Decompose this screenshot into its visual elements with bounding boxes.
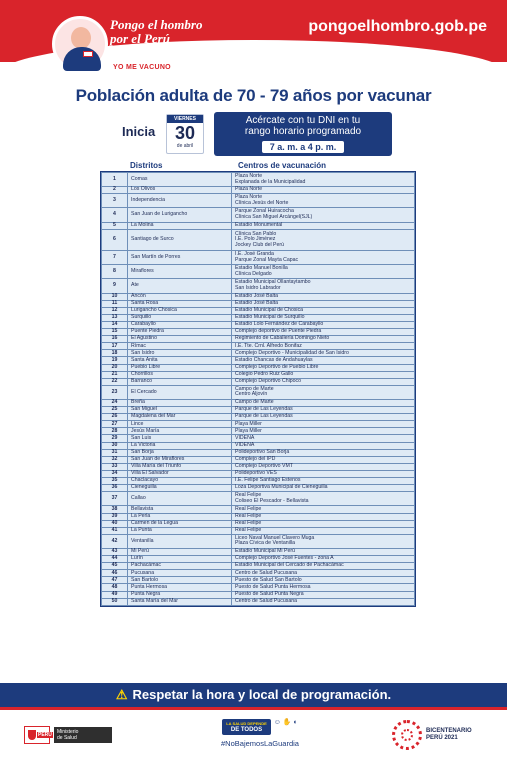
site-url: pongoelhombro.gob.pe	[308, 18, 487, 35]
center-name: Complejo Deportivo José Fuentes - zona A	[235, 555, 334, 562]
district-cell: Bellavista	[128, 506, 232, 513]
centers-cell	[232, 584, 415, 591]
center-name: VIDENA	[235, 441, 255, 448]
table-row	[102, 378, 415, 385]
center-name: Real Felipe	[235, 505, 262, 512]
table-row	[102, 265, 415, 279]
centers-cell	[232, 173, 415, 187]
district-cell: Villa El Salvador	[128, 470, 232, 477]
center-name: Parque de Las Leyendas	[235, 413, 293, 420]
center-name: Explanada de la Municipalidad	[235, 178, 306, 185]
table-row	[102, 421, 415, 428]
table-row	[102, 570, 415, 577]
row-number: 45	[102, 563, 128, 570]
district-cell: Independencia	[128, 194, 232, 208]
centers-cell	[232, 485, 415, 492]
centers-cell	[232, 378, 415, 385]
table-row	[102, 598, 415, 605]
row-number: 24	[102, 400, 128, 407]
centers-cell	[232, 506, 415, 513]
center-name: Estadio Monumental	[235, 221, 283, 228]
start-label: Inicia	[122, 124, 156, 139]
center-name: Complejo Deportivo VMT	[235, 463, 293, 470]
row-number: 4	[102, 208, 128, 222]
center-name: Estadio José Balta	[235, 299, 278, 306]
center-name: Clínica Delgado	[235, 270, 272, 277]
center-name: Estadio Lolo Fernández de Carabayllo	[235, 321, 324, 328]
center-name: Coliseo El Pescador - Bellavista	[235, 497, 309, 504]
table-row	[102, 229, 415, 250]
district-cell: San Martín de Porres	[128, 251, 232, 265]
district-cell: Pueblo Libre	[128, 364, 232, 371]
center-name: San Isidro Labrador	[235, 285, 281, 292]
row-number: 36	[102, 485, 128, 492]
table-row	[102, 385, 415, 399]
district-cell: La Perla	[128, 513, 232, 520]
center-name: Parque Zonal Mayta Capac	[235, 256, 299, 263]
center-name: Liceo Naval Manuel Clavero Muga	[235, 534, 315, 541]
center-name: Plaza Cívica de Ventanilla	[235, 540, 295, 547]
row-number: 8	[102, 265, 128, 279]
district-cell: Callao	[128, 492, 232, 506]
row-number: 46	[102, 570, 128, 577]
table-row	[102, 414, 415, 421]
row-number: 27	[102, 421, 128, 428]
row-number: 38	[102, 506, 128, 513]
row-number: 40	[102, 520, 128, 527]
row-number: 22	[102, 378, 128, 385]
campaign-logo	[52, 14, 212, 76]
header	[0, 0, 507, 82]
ministry-logo	[24, 726, 114, 744]
dni-line-2: rango horario programado	[244, 126, 362, 137]
center-name: Puesto de Salud Punta Hermosa	[235, 583, 311, 590]
column-header-centers: Centros de vacunación	[238, 161, 327, 170]
table-row	[102, 563, 415, 570]
district-cell: Carmen de la Legua	[128, 520, 232, 527]
centers-cell	[232, 229, 415, 250]
centers-cell	[232, 527, 415, 534]
center-name: Campo de Marte	[235, 385, 274, 392]
start-date-row	[118, 112, 418, 156]
center-name: Parque Zonal Huiracocha	[235, 208, 294, 215]
district-cell: San Isidro	[128, 350, 232, 357]
row-number: 30	[102, 442, 128, 449]
row-number: 31	[102, 449, 128, 456]
center-name: Clínica Jesús del Norte	[235, 199, 289, 206]
district-cell: Pucusana	[128, 570, 232, 577]
center-name: Playa Miller	[235, 420, 262, 427]
row-number: 12	[102, 307, 128, 314]
row-number: 20	[102, 364, 128, 371]
table-row	[102, 357, 415, 364]
center-name: Puesto de Salud Punta Negra	[235, 590, 304, 597]
center-name: Colegio Pedro Ruiz Gallo	[235, 370, 294, 377]
row-number: 9	[102, 279, 128, 293]
center-name: Estadio Municipal Mi Perú	[235, 548, 295, 555]
peru-word: PERÚ	[38, 732, 52, 738]
district-cell: Punta Negra	[128, 591, 232, 598]
table-row	[102, 506, 415, 513]
center-name: VIDENA	[235, 434, 255, 441]
district-cell: Surquillo	[128, 314, 232, 321]
table-row	[102, 336, 415, 343]
centers-cell	[232, 279, 415, 293]
table-row	[102, 279, 415, 293]
vaccination-table	[100, 171, 416, 607]
hashtag: #NoBajemosLaGuardia	[221, 739, 299, 748]
table-row	[102, 222, 415, 229]
warning-text: Respetar la hora y local de programación.	[132, 687, 392, 702]
salud-badge: LA SALUD DEPENDE DE TODOS	[222, 719, 271, 735]
row-number: 39	[102, 513, 128, 520]
row-number: 19	[102, 357, 128, 364]
center-name: Clínica San Pablo	[235, 230, 277, 237]
center-name: Plaza Norte	[235, 173, 263, 179]
center-name: Estadio Municipal Ollantaytambo	[235, 279, 311, 286]
row-number: 44	[102, 556, 128, 563]
table-row	[102, 577, 415, 584]
centers-cell	[232, 563, 415, 570]
dni-notice	[214, 112, 392, 156]
district-cell: Chorrillos	[128, 371, 232, 378]
center-name: Clínica San Miguel Arcángel(SJL)	[235, 214, 313, 221]
center-name: I.E. Felipe Santiago Estenos	[235, 477, 301, 484]
centers-cell	[232, 350, 415, 357]
table-row	[102, 350, 415, 357]
footer	[0, 712, 507, 760]
row-number: 6	[102, 229, 128, 250]
district-cell: Ate	[128, 279, 232, 293]
table-row	[102, 584, 415, 591]
row-number: 5	[102, 222, 128, 229]
calendar-icon	[166, 114, 204, 154]
bicentenario-title: BICENTENARIO	[426, 728, 472, 734]
center-name: Plaza Norte	[235, 186, 263, 193]
center-name: Real Felipe	[235, 526, 262, 533]
district-cell: Pachacámac	[128, 563, 232, 570]
center-name: Jockey Club del Perú	[235, 241, 285, 248]
table-body	[102, 173, 415, 606]
center-name: Centro de Salud Pucusana	[235, 597, 298, 604]
center-name: Centro de Salud Pucusana	[235, 569, 298, 576]
calendar-day: 30	[174, 123, 196, 143]
centers-cell	[232, 208, 415, 222]
center-name: Complejo deportivo de Puente Piedra	[235, 328, 322, 335]
prevention-icons: ☺ ✋ ◐	[273, 719, 298, 726]
row-number: 10	[102, 293, 128, 300]
hours-badge: 7 a. m. a 4 p. m.	[262, 141, 345, 153]
row-number: 34	[102, 470, 128, 477]
district-cell: Santa María del Mar	[128, 598, 232, 605]
table-row	[102, 173, 415, 187]
row-number: 14	[102, 321, 128, 328]
centers-cell	[232, 492, 415, 506]
row-number: 1	[102, 173, 128, 187]
district-cell: San Bartolo	[128, 577, 232, 584]
district-cell: San Juan de Miraflores	[128, 456, 232, 463]
table-row	[102, 208, 415, 222]
district-cell: Santa Anita	[128, 357, 232, 364]
district-cell: Barranco	[128, 378, 232, 385]
center-name: Parque de Las Leyendas	[235, 406, 293, 413]
row-number: 43	[102, 548, 128, 555]
center-name: Puesto de Salud San Bartolo	[235, 576, 302, 583]
row-number: 33	[102, 463, 128, 470]
district-cell: La Victoria	[128, 442, 232, 449]
district-cell: San Luis	[128, 435, 232, 442]
page-title: Población adulta de 70 - 79 años por vacunar	[75, 86, 432, 105]
row-number: 48	[102, 584, 128, 591]
center-name: I.E. Polo Jiménez	[235, 236, 276, 243]
district-cell: Breña	[128, 400, 232, 407]
dni-line-1: Acércate con tu DNI en tu	[245, 115, 361, 126]
calendar-weekday: VIERNES	[167, 115, 203, 123]
row-number: 41	[102, 527, 128, 534]
row-number: 49	[102, 591, 128, 598]
district-cell: Comas	[128, 173, 232, 187]
centers-cell	[232, 414, 415, 421]
row-number: 25	[102, 407, 128, 414]
district-cell: Cieneguilla	[128, 485, 232, 492]
center-name: Polideportivo VES	[235, 470, 277, 477]
row-number: 28	[102, 428, 128, 435]
ministry-name: Ministerio de Salud	[54, 727, 112, 743]
calendar-month: de abril	[176, 143, 194, 149]
row-number: 16	[102, 336, 128, 343]
column-header-districts: Distritos	[130, 161, 163, 170]
centers-cell	[232, 357, 415, 364]
row-number: 15	[102, 329, 128, 336]
centers-cell	[232, 428, 415, 435]
center-name: Estadio Chancas de Andahuaylas	[235, 356, 313, 363]
district-cell: Ventanilla	[128, 534, 232, 548]
center-name: Campo de Marte	[235, 399, 274, 406]
center-name: Complejo Deportivo de Pueblo Libre	[235, 363, 319, 370]
district-cell: Rímac	[128, 343, 232, 350]
warning-banner	[0, 683, 507, 707]
row-number: 2	[102, 187, 128, 194]
table-row	[102, 343, 415, 350]
center-name: Estadio José Balta	[235, 292, 278, 299]
district-cell: Los Olivos	[128, 187, 232, 194]
centers-cell	[232, 336, 415, 343]
district-cell: Magdalena del Mar	[128, 414, 232, 421]
centers-cell	[232, 598, 415, 605]
row-number: 7	[102, 251, 128, 265]
district-cell: San Borja	[128, 449, 232, 456]
row-number: 11	[102, 300, 128, 307]
row-number: 35	[102, 478, 128, 485]
center-name: Estadio Manuel Bonilla	[235, 265, 288, 272]
center-name: I.E. José Granda	[235, 251, 274, 258]
vaccinated-person-icon	[52, 16, 108, 72]
district-cell: Lince	[128, 421, 232, 428]
row-number: 17	[102, 343, 128, 350]
centers-cell	[232, 222, 415, 229]
center-name: I.E. Tte. Crnl. Alfredo Bonifaz	[235, 342, 302, 349]
district-cell: Lurigancho Chosica	[128, 307, 232, 314]
table-row	[102, 492, 415, 506]
table-row	[102, 485, 415, 492]
center-name: Loza Deportiva Municipal de Cieneguilla	[235, 484, 328, 491]
row-number: 18	[102, 350, 128, 357]
table-row	[102, 527, 415, 534]
table-row	[102, 187, 415, 194]
district-cell: Miraflores	[128, 265, 232, 279]
row-number: 50	[102, 598, 128, 605]
district-cell: San Miguel	[128, 407, 232, 414]
district-cell: Chaclacayo	[128, 478, 232, 485]
row-number: 32	[102, 456, 128, 463]
centers-cell	[232, 194, 415, 208]
center-name: Complejo Deportivo Chipoco	[235, 377, 302, 384]
district-cell: Ancón	[128, 293, 232, 300]
center-name: Real Felipe	[235, 512, 262, 519]
bicentenario-emblem-icon	[392, 720, 422, 750]
center-name: Plaza Norte	[235, 194, 263, 201]
table-row	[102, 194, 415, 208]
centers-cell	[232, 421, 415, 428]
district-cell: Jesús María	[128, 428, 232, 435]
centers-cell	[232, 570, 415, 577]
centers-cell	[232, 343, 415, 350]
center-name: Playa Miller	[235, 427, 262, 434]
district-cell: San Juan de Lurigancho	[128, 208, 232, 222]
row-number: 42	[102, 534, 128, 548]
district-cell: La Molina	[128, 222, 232, 229]
table-row	[102, 428, 415, 435]
table-row	[102, 534, 415, 548]
center-name: Complejo del IPD	[235, 456, 276, 463]
center-name: Real Felipe	[235, 519, 262, 526]
center-name: Estadio Municipal de Surquillo	[235, 314, 305, 321]
centers-cell	[232, 187, 415, 194]
district-cell: Mi Perú	[128, 548, 232, 555]
centers-cell	[232, 385, 415, 399]
row-number: 26	[102, 414, 128, 421]
row-number: 3	[102, 194, 128, 208]
district-cell: El Cercado	[128, 385, 232, 399]
district-cell: Punta Hermosa	[128, 584, 232, 591]
warning-stripe	[0, 707, 507, 710]
center-name: Estadio Municipal del Cercado de Pachacámac	[235, 562, 344, 569]
district-cell: Carabayllo	[128, 321, 232, 328]
bicentenario-subtitle: PERÚ 2021	[426, 735, 458, 741]
center-name: Complejo Deportivo - Municipalidad de San Isidro	[235, 349, 349, 356]
centers-cell	[232, 265, 415, 279]
peru-shield-icon	[28, 730, 36, 740]
row-number: 23	[102, 385, 128, 399]
logo-subtitle: YO ME VACUNO	[110, 63, 210, 72]
center-name: Estadio Municipal de Chosica	[235, 307, 304, 314]
table-row	[102, 251, 415, 265]
center-name: Real Felipe	[235, 492, 262, 499]
district-cell: Puente Piedra	[128, 329, 232, 336]
logo-title: Pongo el hombro por el Perú	[110, 17, 203, 46]
centers-cell	[232, 534, 415, 548]
table-row	[102, 435, 415, 442]
row-number: 37	[102, 492, 128, 506]
warning-icon: ⚠	[115, 687, 128, 702]
district-cell: Lurín	[128, 556, 232, 563]
center-name: Polideportivo San Borja	[235, 448, 290, 455]
district-cell: Santiago de Surco	[128, 229, 232, 250]
centers-cell	[232, 577, 415, 584]
district-cell: La Punta	[128, 527, 232, 534]
bicentenario-logo	[392, 720, 492, 752]
row-number: 47	[102, 577, 128, 584]
center-name: Regimiento de Caballería Domingo Nieto	[235, 335, 330, 342]
district-cell: Santa Rosa	[128, 300, 232, 307]
district-cell: Villa María del Triunfo	[128, 463, 232, 470]
centers-cell	[232, 435, 415, 442]
center-name: Centro Aljovín	[235, 391, 268, 398]
district-cell: El Agustino	[128, 336, 232, 343]
row-number: 29	[102, 435, 128, 442]
campaign-footer	[190, 718, 330, 754]
row-number: 21	[102, 371, 128, 378]
row-number: 13	[102, 314, 128, 321]
centers-cell	[232, 251, 415, 265]
